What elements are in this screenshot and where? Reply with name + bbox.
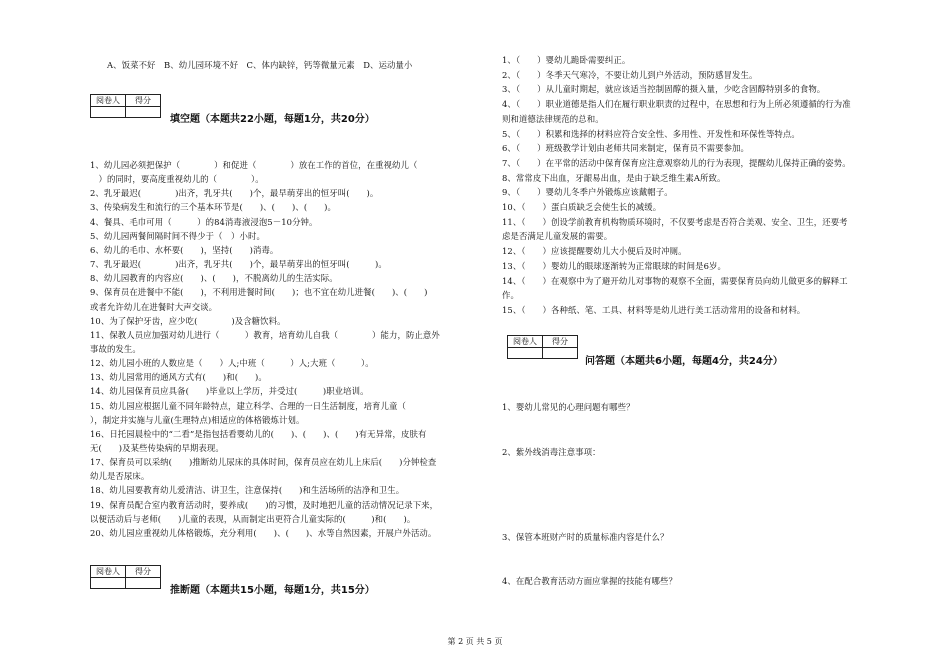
qa-question: 3、保管本班财产时的质量标准内容是什么？ (502, 532, 669, 542)
question-line: 7、（ ）在平常的活动中保育保育应注意观察幼儿的行为表现，提醒幼儿保持正确的姿势。 (502, 157, 851, 168)
question-line: 3、（ ）从儿童时期起，就应该适当控制固醇的摄入量，少吃含固醇特别多的食物。 (502, 84, 826, 95)
section-title-judge: 推断题（本题共15小题，每题1分，共15分） (170, 585, 375, 596)
question-line: ）的同时，要高度重视幼儿的（ ）。 (90, 174, 264, 185)
question-line: 9、（ ）婴幼儿冬季户外锻炼应该戴帽子。 (502, 187, 673, 198)
question-line: 16、日托园晨检中的“二看”是指包括看婴幼儿的( )、( )、( )有无异常，皮肤有 (90, 428, 427, 439)
question-line: 13、（ ）婴幼儿的眼球逐渐转为正常眼球的时间是6岁。 (502, 260, 726, 271)
score-table (507, 335, 578, 359)
question-line: 或者允许幼儿在进餐时大声交谈。 (90, 301, 218, 312)
question-line: 无( )及某些传染病的早期表现。 (90, 443, 224, 453)
question-line: 20、幼儿园应重视幼儿体格锻炼，充分利用( )、( )、水等自然因素，开展户外活动。 (90, 527, 437, 538)
qa-question: 1、婴幼儿常见的心理问题有哪些？ (502, 402, 635, 412)
score-cell (126, 107, 161, 118)
question-line: 8、幼儿园教育的内容应( )、( )，不脱离幼儿的生活实际。 (90, 273, 338, 284)
question-line: 虑是否满足儿童发展的需要。 (502, 231, 613, 242)
question-line: 12、（ ）应该提醒婴幼儿大小便后及时冲厕。 (502, 246, 687, 257)
question-line: 19、保育员配合室内教育活动时，要养成( )的习惯，及时地把儿童的活动情况记录下来， (90, 499, 439, 510)
score-cell (543, 348, 578, 359)
reviewer-cell (91, 107, 126, 118)
question-line: 15、幼儿园应根据儿童不同年龄特点，建立科学、合理的一日生活制度，培育儿童（ (90, 400, 440, 411)
reviewer-cell (508, 348, 543, 359)
reviewer-cell (91, 578, 126, 589)
question-line: 2、（ ）冬季天气寒冷，不要让幼儿到户外活动，预防感冒发生。 (502, 69, 758, 80)
question-line: 6、（ ）班级教学计划由老师共同来制定，保育员不需要参加。 (502, 143, 750, 154)
question-line: 13、幼儿园常用的通风方式有( )和( )。 (90, 372, 267, 383)
question-line: 3、传染病发生和流行的三个基本环节是( )、( )、( )。 (90, 202, 336, 213)
question-line: 幼儿是否尿床。 (90, 471, 150, 482)
question-line: 2、乳牙最迟( )出齐，乳牙共( )个，最早萌芽出的恒牙叫( )。 (90, 188, 379, 199)
question-line: 以便活动后与老师( )儿童的表现，从而制定出更符合儿童实际的( )和( )。 (90, 513, 416, 524)
question-line: 1、幼儿园必须把保护（ ）和促进（ ）放在工作的首位，在重视幼儿（ (90, 160, 418, 170)
question-line: 作。 (502, 290, 519, 301)
question-line: 5、（ ）积累和选择的材料应符合安全性、多用性、开发性和环保性等特点。 (502, 128, 800, 139)
question-line: 15、（ ）各种纸、笔、工具、材料等是幼儿进行美工活动常用的设备和材料。 (502, 304, 806, 315)
score-table (90, 565, 161, 589)
reviewer-label: 阅卷人 (508, 336, 543, 348)
options-line: A、饭菜不好 B、幼儿园环境不好 C、体内缺锌，钙等微量元素 D、运动量小 (107, 60, 413, 70)
qa-question: 4、在配合教育活动方面应掌握的技能有哪些？ (502, 576, 677, 586)
question-line: 6、幼儿的毛巾、水杯要( )，坚持( )消毒。 (90, 244, 279, 255)
question-line: 事故的发生。 (90, 343, 141, 354)
question-line: 4、餐具、毛巾可用（ ）的84消毒液浸泡5－10分钟。 (90, 216, 318, 227)
score-cell (126, 578, 161, 589)
score-label: 得分 (126, 95, 161, 107)
question-line: 1、（ ）婴幼儿跪卧需要纠正。 (502, 55, 631, 65)
reviewer-label: 阅卷人 (91, 566, 126, 578)
reviewer-label: 阅卷人 (91, 95, 126, 107)
question-line: 10、（ ）蛋白质缺乏会使生长的减缓。 (502, 202, 662, 212)
question-line: 11、保教人员应加强对幼儿进行（ ）教育，培育幼儿自我（ ）能力，防止意外 (90, 329, 440, 340)
score-label: 得分 (126, 566, 161, 578)
qa-question: 2、紫外线消毒注意事项： (502, 447, 601, 457)
question-line: ），制定并实施与儿童(生理特点)相适应的体格锻炼计划。 (90, 414, 305, 425)
question-line: 5、幼儿园两餐间隔时间不得少于（ ）小时。 (90, 230, 265, 241)
question-line: 14、幼儿园保育员应具备( )毕业以上学历，并受过( )职业培训。 (90, 386, 369, 397)
score-label: 得分 (543, 336, 578, 348)
section-title-fill: 填空题（本题共22小题，每题1分，共20分） (170, 114, 375, 125)
question-line: 11、（ ）创设学前教育机构物质环境时，不仅要考虑是否符合美观、安全、卫生，还要考 (502, 216, 848, 227)
score-table (90, 94, 161, 118)
question-line: 则和道德法律规范的总和。 (502, 113, 604, 124)
question-line: 12、幼儿园小班的人数应是（ ）人;中班（ ）人;大班（ ）。 (90, 358, 374, 369)
question-line: 9、保育员在进餐中不能( )，不利用进餐时间( )；也不宜在幼儿进餐( )、( ) (90, 287, 428, 298)
question-line: 4、（ ）职业道德是指人们在履行职业职责的过程中，在思想和行为上所必须遵循的行为准 (502, 99, 851, 110)
section-title-qa: 问答题（本题共6小题，每题4分，共24分） (585, 356, 783, 367)
question-line: 7、乳牙最迟( )出齐，乳牙共( )个，最早萌芽出的恒牙叫( )。 (90, 259, 387, 270)
question-line: 8、常常皮下出血，牙龈易出血，是由于缺乏维生素A所致。 (502, 172, 726, 183)
question-line: 17、保育员可以采纳( )推断幼儿尿床的具体时间，保育员应在幼儿上床后( )分钟检查 (90, 457, 437, 468)
page-footer: 第 2 页 共 5 页 (447, 637, 503, 646)
question-line: 10、为了保护牙齿，应少吃( )及含糖饮料。 (90, 315, 286, 326)
question-line: 18、幼儿园要教育幼儿爱清洁、讲卫生，注意保持( )和生活场所的洁净和卫生。 (90, 485, 405, 496)
question-line: 14、（ ）在观察中为了避开幼儿对事物的观察不全面，需要保育员向幼儿做更多的解释工 (502, 275, 848, 286)
